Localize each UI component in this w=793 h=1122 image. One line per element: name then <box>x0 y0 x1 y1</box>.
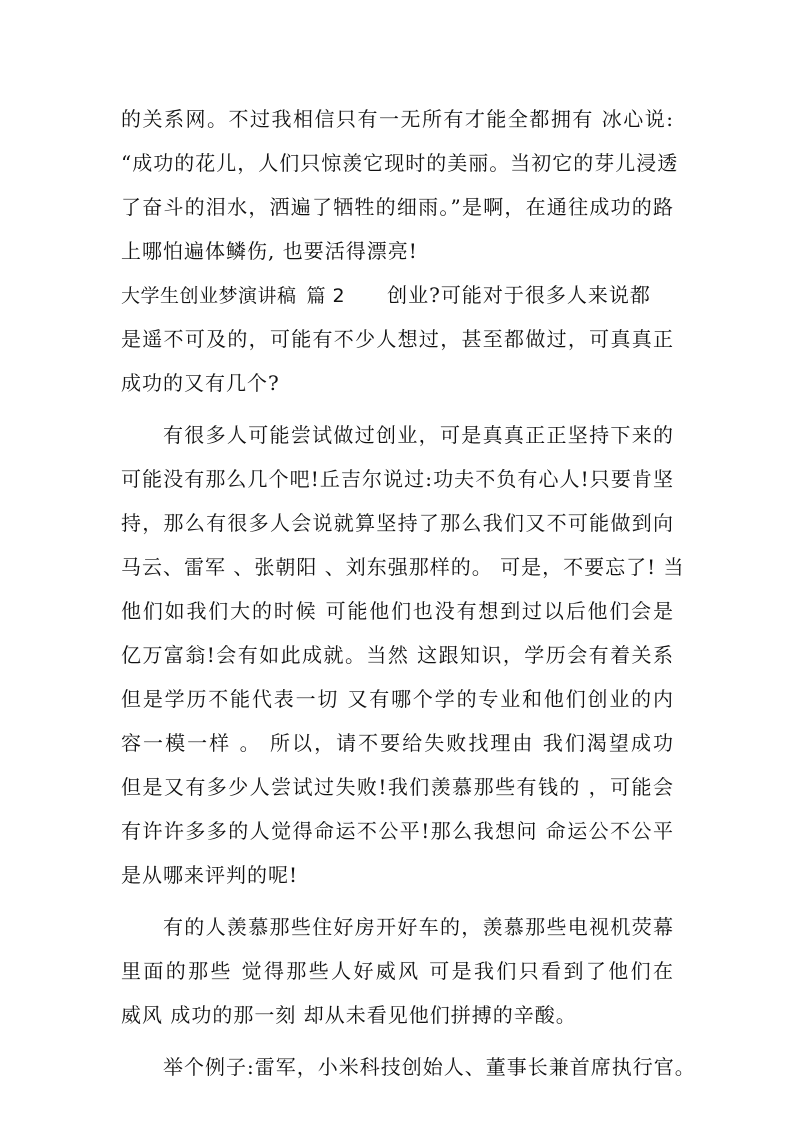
text-line: 有的人羡慕那些住好房开好车的，羡慕那些电视机荧幕 <box>163 915 674 939</box>
text-line: 可能没有那么几个吧!丘吉尔说过:功夫不负有心人!只要肯坚 <box>121 467 674 491</box>
text-line: 里面的那些 觉得那些人好威风 可是我们只看到了他们在 <box>121 959 674 983</box>
text-line: 但是学历不能代表一切 又有哪个学的专业和他们创业的内 <box>121 687 674 711</box>
section-number: 篇 2 <box>306 285 346 307</box>
text-line: 马云、雷军 、张朝阳 、刘东强那样的。 可是，不要忘了! 当 <box>121 555 685 579</box>
text-line: 举个例子:雷军，小米科技创始人、董事长兼首席执行官。 <box>163 1055 696 1079</box>
text-line: 威风 成功的那一刻 却从未看见他们拼搏的辛酸。 <box>121 1003 577 1027</box>
text-line: 是从哪来评判的呢! <box>121 863 299 887</box>
text-line: 了奋斗的泪水，洒遍了牺牲的细雨。”是啊，在通往成功的路 <box>121 195 674 219</box>
text-line: 创业?可能对于很多人来说都 <box>387 283 651 307</box>
text-line: “成功的花儿，人们只惊羡它现时的美丽。当初它的芽儿浸透 <box>121 151 679 175</box>
text-line: 亿万富翁!会有如此成就。当然 这跟知识，学历会有着关系 <box>121 643 674 667</box>
text-line: 他们如我们大的时候 可能他们也没有想到过以后他们会是 <box>121 599 674 623</box>
text-line: 但是又有多少人尝试过失败!我们羡慕那些有钱的 ，可能会 <box>121 775 674 799</box>
section-heading-line <box>121 273 674 317</box>
text-line: 持，那么有很多人会说就算坚持了那么我们又不可能做到向 <box>121 511 674 535</box>
text-line: 上哪怕遍体鳞伤, 也要活得漂亮! <box>121 239 418 263</box>
text-line: 是遥不可及的，可能有不少人想过，甚至都做过，可真真正 <box>121 327 674 351</box>
text-line: 容一模一样 。 所以，请不要给失败找理由 我们渴望成功 <box>121 731 674 755</box>
section-title: 大学生创业梦演讲稿 <box>121 285 297 307</box>
text-line: 有很多人可能尝试做过创业，可是真真正正坚持下来的 <box>163 423 674 447</box>
text-line: 有许许多多的人觉得命运不公平!那么我想问 命运公不公平 <box>121 819 674 843</box>
text-line: 的关系网。不过我相信只有一无所有才能全都拥有 冰心说: <box>121 107 674 131</box>
text-line: 成功的又有几个? <box>121 371 280 395</box>
document-body <box>121 97 696 1089</box>
